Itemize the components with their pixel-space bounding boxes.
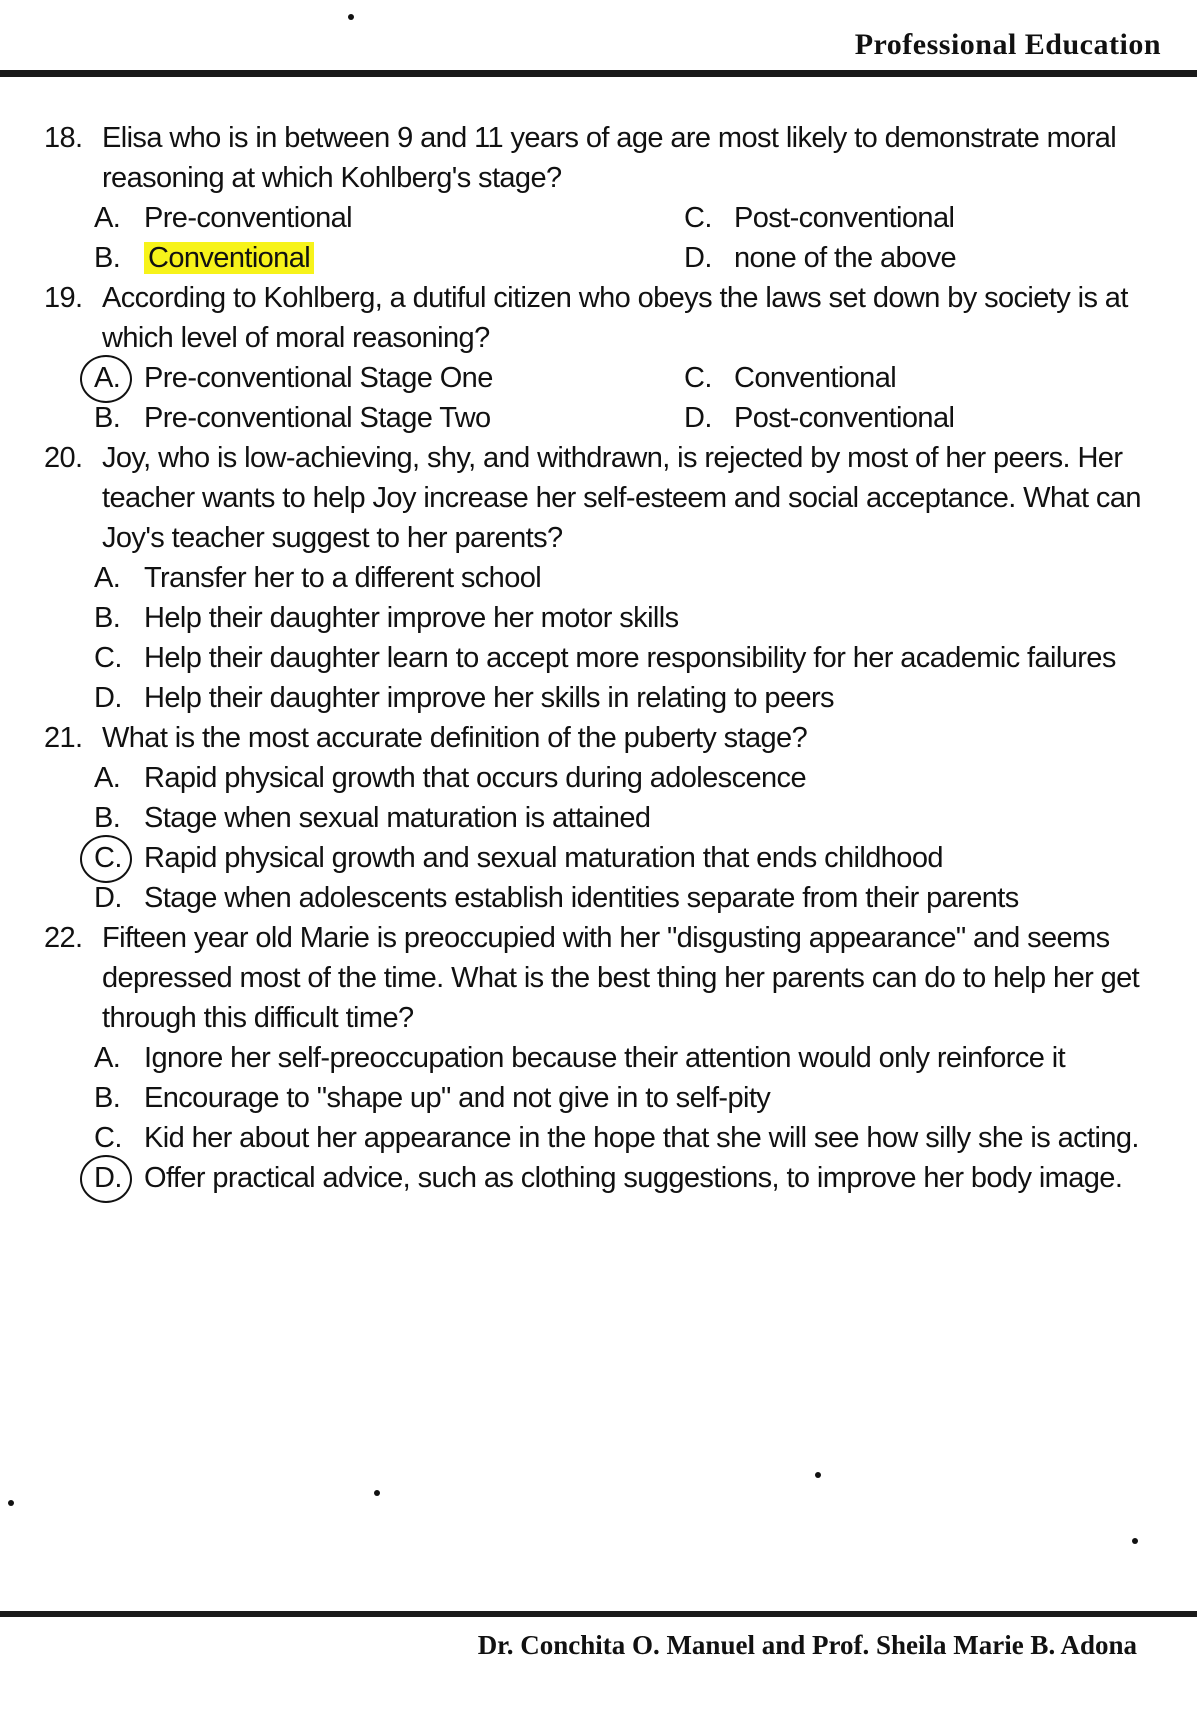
option-grid [44, 358, 1169, 438]
header-rule [0, 70, 1197, 77]
question-text: Joy, who is low-achieving, shy, and withdrawn, is rejected by most of her peers. Her teacher wants to help Joy increase her self-esteem and social acceptance. What can Joy's teacher suggest to her parents? [102, 442, 1141, 554]
option-b[interactable] [94, 238, 684, 278]
option-b[interactable] [94, 598, 1169, 638]
option-text: Stage when adolescents establish identities separate from their parents [144, 882, 1019, 914]
option-letter: B. [94, 602, 121, 634]
option-b[interactable] [94, 398, 684, 438]
option-text: Encourage to "shape up" and not give in to self-pity [144, 1082, 771, 1114]
option-a[interactable] [94, 558, 1169, 598]
option-letter: D. [94, 882, 122, 914]
option-grid [44, 198, 1169, 278]
option-letter: B. [94, 242, 121, 274]
question-22 [44, 918, 1169, 1198]
option-letter: C. [684, 362, 712, 394]
option-d[interactable] [684, 398, 1169, 438]
footer-rule [0, 1611, 1197, 1617]
option-a[interactable] [94, 758, 1169, 798]
option-text: Offer practical advice, such as clothing suggestions, to improve her body image. [144, 1162, 1123, 1194]
question-number: 21. [44, 722, 83, 754]
option-letter: A. [94, 362, 121, 394]
option-c[interactable] [684, 358, 1169, 398]
option-d[interactable] [684, 238, 1169, 278]
question-21 [44, 718, 1169, 918]
option-c[interactable] [94, 1118, 1169, 1158]
option-list [44, 758, 1169, 918]
option-text: Ignore her self-preoccupation because their attention would only reinforce it [144, 1042, 1066, 1074]
question-text: Elisa who is in between 9 and 11 years of age are most likely to demonstrate moral reasoning at which Kohlberg's stage? [102, 122, 1117, 194]
option-letter: C. [94, 842, 122, 874]
option-c-circled[interactable] [94, 838, 1169, 878]
option-a[interactable] [94, 1038, 1169, 1078]
option-letter: D. [94, 682, 122, 714]
question-number: 18. [44, 122, 83, 154]
question-text: Fifteen year old Marie is preoccupied with her "disgusting appearance" and seems depressed most of the time. What is the best thing her parents can do to help her get through this difficult time? [102, 922, 1140, 1034]
option-d[interactable] [94, 878, 1169, 918]
option-text-highlighted [144, 238, 684, 278]
option-c[interactable] [684, 198, 1169, 238]
option-letter: C. [94, 642, 122, 674]
option-text: Rapid physical growth that occurs during adolescence [144, 762, 806, 794]
option-text: Rapid physical growth and sexual maturation that ends childhood [144, 842, 943, 874]
option-text: Help their daughter improve her motor skills [144, 602, 679, 634]
question-text: According to Kohlberg, a dutiful citizen who obeys the laws set down by society is at which level of moral reasoning? [102, 282, 1128, 354]
option-letter: A. [94, 202, 121, 234]
question-19 [44, 278, 1169, 438]
question-list [44, 118, 1169, 1198]
option-letter: B. [94, 402, 121, 434]
option-a-circled[interactable] [94, 358, 684, 398]
option-b[interactable] [94, 798, 1169, 838]
option-d-circled[interactable] [94, 1158, 1169, 1198]
option-letter: C. [94, 1122, 122, 1154]
option-letter: A. [94, 762, 121, 794]
option-letter: D. [684, 402, 712, 434]
option-text: Conventional [734, 362, 897, 394]
question-20 [44, 438, 1169, 718]
option-text: Pre-conventional Stage One [144, 362, 493, 394]
option-text: Post-conventional [734, 202, 955, 234]
speck-dot [815, 1472, 821, 1478]
speck-dot [1132, 1538, 1138, 1544]
option-text: Help their daughter learn to accept more responsibility for her academic failures [144, 642, 1116, 674]
speck-dot [374, 1490, 380, 1496]
question-number: 20. [44, 442, 83, 474]
question-number: 19. [44, 282, 83, 314]
option-text: Pre-conventional [144, 202, 353, 234]
speck-dot [8, 1500, 14, 1506]
option-d[interactable] [94, 678, 1169, 718]
question-text: What is the most accurate definition of the puberty stage? [102, 722, 808, 754]
option-letter: B. [94, 802, 121, 834]
option-text: Pre-conventional Stage Two [144, 402, 491, 434]
answer-highlight: Conventional [144, 242, 314, 274]
option-text: Help their daughter improve her skills in relating to peers [144, 682, 834, 714]
header-title: Professional Education [854, 28, 1161, 61]
option-c[interactable] [94, 638, 1169, 678]
option-letter: A. [94, 1042, 121, 1074]
option-text: none of the above [734, 242, 956, 274]
option-letter: A. [94, 562, 121, 594]
option-list [44, 1038, 1169, 1198]
option-b[interactable] [94, 1078, 1169, 1118]
option-text: Post-conventional [734, 402, 955, 434]
option-letter: D. [94, 1162, 122, 1194]
option-letter: D. [684, 242, 712, 274]
option-text: Transfer her to a different school [144, 562, 542, 594]
option-a[interactable] [94, 198, 684, 238]
option-text: Stage when sexual maturation is attained [144, 802, 651, 834]
option-text: Kid her about her appearance in the hope that she will see how silly she is acting. [144, 1122, 1139, 1154]
question-number: 22. [44, 922, 83, 954]
footer-authors: Dr. Conchita O. Manuel and Prof. Sheila Marie B. Adona [477, 1630, 1137, 1660]
option-list [44, 558, 1169, 718]
speck-dot [348, 14, 354, 20]
question-18 [44, 118, 1169, 278]
option-letter: B. [94, 1082, 121, 1114]
option-letter: C. [684, 202, 712, 234]
